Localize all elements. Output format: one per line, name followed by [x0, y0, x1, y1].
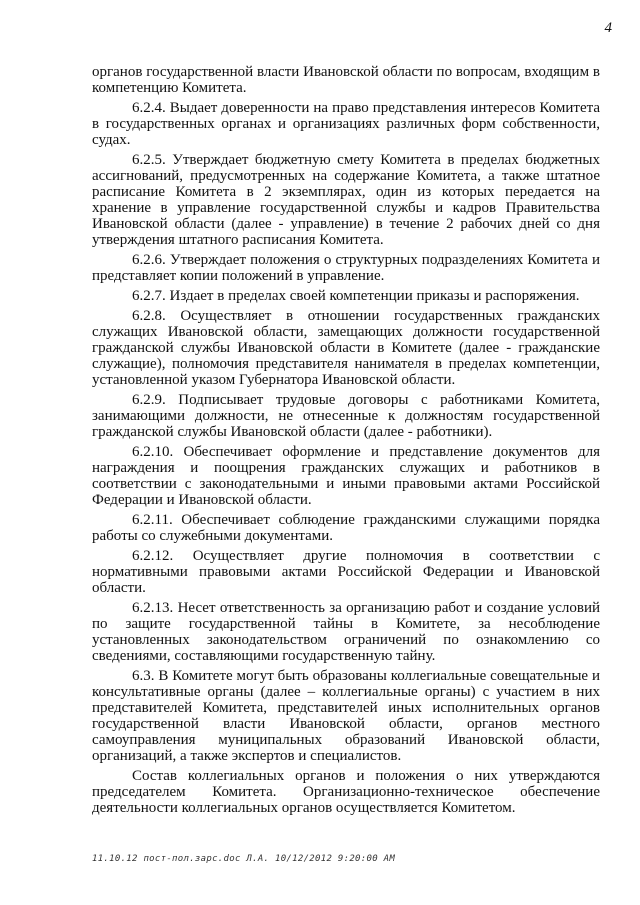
- paragraph-continuation: органов государственной власти Ивановской области по вопросам, входящим в компетенцию Комитета.: [92, 64, 600, 96]
- page-number: 4: [604, 20, 612, 36]
- document-footer: 11.10.12 пост-пол.зарс.doc Л.А. 10/12/2012 9:20:00 AM: [92, 854, 396, 864]
- paragraph-6-2-6: 6.2.6. Утверждает положения о структурных подразделениях Комитета и представляет копии положений в управление.: [92, 252, 600, 284]
- paragraph-collegial-bodies: Состав коллегиальных органов и положения о них утверждаются председателем Комитета. Организационно-техническое обеспечение деятельности коллегиальных органов осуществляется Комитетом.: [92, 768, 600, 816]
- paragraph-6-2-5: 6.2.5. Утверждает бюджетную смету Комитета в пределах бюджетных ассигнований, предусмотренных на содержание Комитета, а также штатное расписание Комитета в 2 экземплярах, один из которых передается на хранение в управление государственной службы и кадров Правительства Ивановской области (далее - управление) в течение 2 рабочих дней со дня утверждения штатного расписания Комитета.: [92, 152, 600, 248]
- paragraph-6-2-7: 6.2.7. Издает в пределах своей компетенции приказы и распоряжения.: [132, 288, 580, 304]
- paragraph-6-2-4: 6.2.4. Выдает доверенности на право представления интересов Комитета в государственных органах и организациях различных форм собственности, судах.: [92, 100, 600, 148]
- paragraph-6-2-13: 6.2.13. Несет ответственность за организацию работ и создание условий по защите государственной тайны в Комитете, за несоблюдение установленных законодательством ограничений по ознакомлению со сведениями, составляющими государственную тайну.: [92, 600, 600, 664]
- paragraph-6-2-8: 6.2.8. Осуществляет в отношении государственных гражданских служащих Ивановской области, замещающих должности государственной гражданской службы Ивановской области в Комитете (далее - гражданские служащие), полномочия представителя нанимателя в пределах компетенции, установленной указом Губернатора Ивановской области.: [92, 308, 600, 388]
- paragraph-6-2-10: 6.2.10. Обеспечивает оформление и представление документов для награждения и поощрения гражданских служащих и работников в соответствии с законодательными и иными правовыми актами Российской Федерации и Ивановской области.: [92, 444, 600, 508]
- paragraph-6-2-9: 6.2.9. Подписывает трудовые договоры с работниками Комитета, занимающими должности, не отнесенные к должностям государственной гражданской службы Ивановской области (далее - работники).: [92, 392, 600, 440]
- paragraph-6-2-11: 6.2.11. Обеспечивает соблюдение гражданскими служащими порядка работы со служебными документами.: [92, 512, 600, 544]
- paragraph-6-2-12: 6.2.12. Осуществляет другие полномочия в соответствии с нормативными правовыми актами Российской Федерации и Ивановской области.: [92, 548, 600, 596]
- paragraph-6-3: 6.3. В Комитете могут быть образованы коллегиальные совещательные и консультативные органы (далее – коллегиальные органы) с участием в них представителей Комитета, представителей иных исполнительных органов государственной власти Ивановской области, органов местного самоуправления муниципальных образований Ивановской области, организаций, а также экспертов и специалистов.: [92, 668, 600, 764]
- document-body: [92, 64, 600, 820]
